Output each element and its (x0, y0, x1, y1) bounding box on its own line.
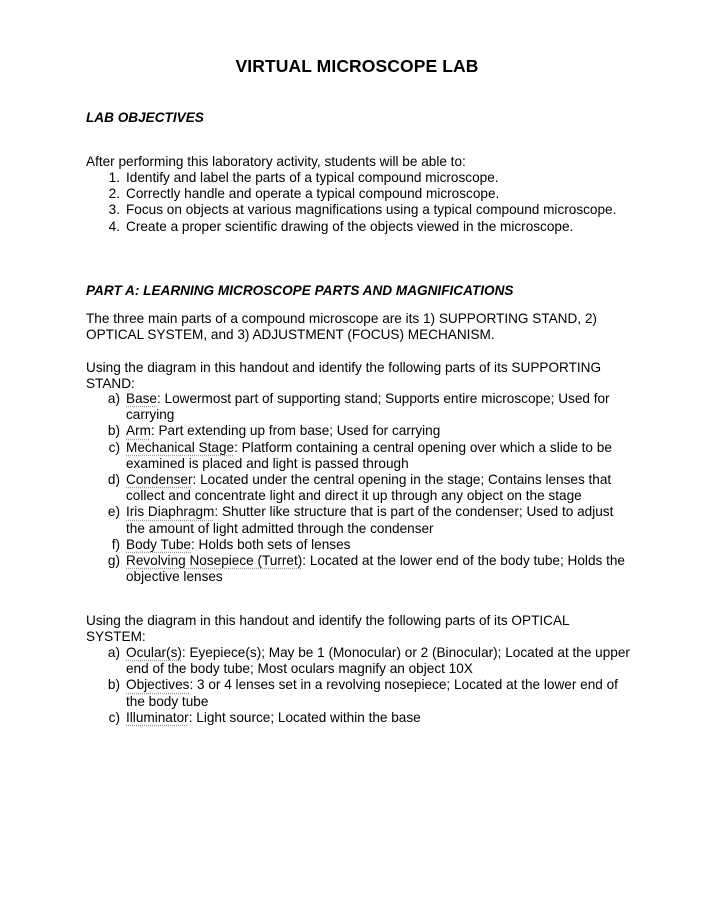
list-item: c) Mechanical Stage: Platform containing a central opening over which a slide to be examined is placed and light is passed through (108, 439, 612, 471)
term-objectives: Objectives (126, 677, 190, 693)
part-a-heading: PART A: LEARNING MICROSCOPE PARTS AND MAGNIFICATIONS (86, 283, 514, 298)
objective-item: 3. Focus on objects at various magnifications using a typical compound microscope. (108, 202, 617, 218)
list-item: b) Objectives: 3 or 4 lenses set in a revolving nosepiece; Located at the lower end of the body tube (107, 677, 618, 709)
list-item: f) Body Tube: Holds both sets of lenses (111, 536, 351, 552)
term-condenser: Condenser (126, 472, 193, 488)
optical-system-list (86, 645, 634, 726)
objective-item: 4. Create a proper scientific drawing of the objects viewed in the microscope. (108, 218, 574, 234)
list-item: d) Condenser: Located under the central opening in the stage; Contains lenses that collect and concentrate light and direct it up through any object on the stage (107, 472, 612, 504)
term-base: Base (126, 391, 157, 406)
optical-system-intro: Using the diagram in this handout and identify the following parts of its OPTICAL SYSTEM: (86, 613, 570, 645)
supporting-stand-list (86, 391, 634, 585)
list-item: b) Arm: Part extending up from base; Used for carrying (107, 423, 441, 439)
term-body-tube: Body Tube (126, 536, 191, 552)
term-arm: Arm (126, 423, 151, 439)
term-illuminator: Illuminator (126, 709, 189, 725)
document-title: VIRTUAL MICROSCOPE LAB (235, 56, 479, 76)
supporting-stand-intro: Using the diagram in this handout and identify the following parts of its SUPPORTING STAND: (86, 360, 602, 392)
objectives-list (86, 170, 634, 235)
objective-item: 1. Identify and label the parts of a typical compound microscope. (108, 170, 499, 185)
term-revolving-nosepiece: Revolving Nosepiece (Turret) (126, 553, 303, 569)
term-mechanical-stage: Mechanical Stage (126, 439, 235, 455)
lab-objectives-heading: LAB OBJECTIVES (86, 110, 204, 125)
list-item: a) Base: Lowermost part of supporting stand; Supports entire microscope; Used for carrying (107, 391, 610, 423)
objective-item: 2. Correctly handle and operate a typical compound microscope. (108, 186, 500, 202)
term-oculars: Ocular(s) (126, 645, 182, 660)
list-item: a) Ocular(s): Eyepiece(s); May be 1 (Monocular) or 2 (Binocular); Located at the upper end of the body tube; Most oculars magnify an object 10X (107, 645, 630, 677)
objectives-intro: After performing this laboratory activity, students will be able to: (86, 154, 466, 169)
term-iris-diaphragm: Iris Diaphragm (126, 504, 215, 520)
list-item: e) Iris Diaphragm: Shutter like structure that is part of the condenser; Used to adjust the amount of light admitted through the condenser (107, 504, 614, 536)
list-item: c) Illuminator: Light source; Located within the base (108, 709, 421, 725)
list-item: g) Revolving Nosepiece (Turret): Located at the lower end of the body tube; Holds the objective lenses (107, 553, 625, 585)
part-a-intro: The three main parts of a compound microscope are its 1) SUPPORTING STAND, 2) OPTICAL SYSTEM, and 3) ADJUSTMENT (FOCUS) MECHANISM. (86, 311, 597, 343)
